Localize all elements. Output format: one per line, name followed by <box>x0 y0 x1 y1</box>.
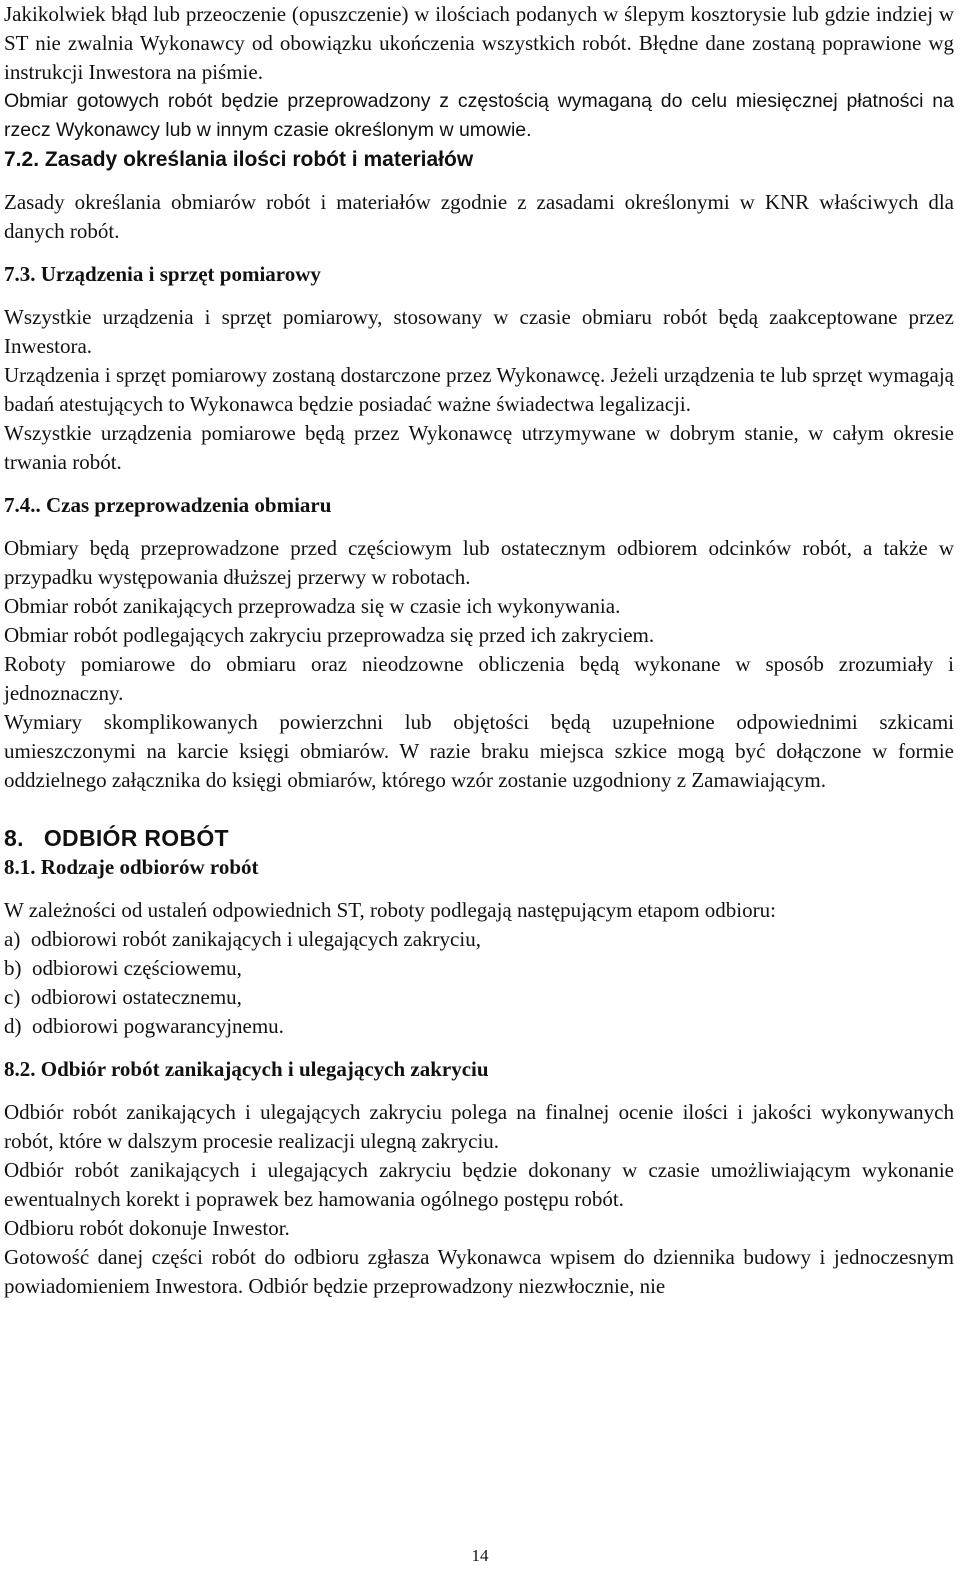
spacer <box>4 246 954 260</box>
spacer <box>4 1084 954 1098</box>
spacer <box>4 289 954 303</box>
list-item: c) odbiorowi ostatecznemu, <box>4 985 242 1009</box>
paragraph-7-4-a: Obmiary będą przeprowadzone przed częściowym lub ostatecznym odbiorem odcinków robót, a także w przypadku występowania dłuższej przerwy w robotach. <box>4 536 954 589</box>
paragraph-errors: Jakikolwiek błąd lub przeoczenie (opuszczenie) w ilościach podanych w ślepym kosztorysie lub gdzie indziej w ST nie zwalnia Wykonawcy od obowiązku ukończenia wszystkich robót. Błędne dane zostaną poprawione wg instrukcji Inwestora na piśmie. <box>4 2 954 84</box>
page-number: 14 <box>471 1546 489 1565</box>
paragraph-7-4-d: Roboty pomiarowe do obmiaru oraz nieodzowne obliczenia będą wykonane w sposób zrozumiały i jednoznaczny. <box>4 652 954 705</box>
paragraph-7-3-a: Wszystkie urządzenia i sprzęt pomiarowy, stosowany w czasie obmiaru robót będą zaakceptowane przez Inwestora. <box>4 305 954 358</box>
paragraph-7-4-b: Obmiar robót zanikających przeprowadza się w czasie ich wykonywania. <box>4 594 621 618</box>
paragraph-7-4-c: Obmiar robót podlegających zakryciu przeprowadza się przed ich zakryciem. <box>4 623 655 647</box>
spacer <box>4 174 954 188</box>
paragraph-8-2-d: Gotowość danej części robót do odbioru zgłasza Wykonawca wpisem do dziennika budowy i jednoczesnym powiadomieniem Inwestora. Odbiór będzie przeprowadzony niezwłocznie, nie <box>4 1245 954 1298</box>
spacer <box>4 1041 954 1055</box>
list-item: b) odbiorowi częściowemu, <box>4 956 242 980</box>
paragraph-8-2-a: Odbiór robót zanikających i ulegających zakryciu polega na finalnej ocenie ilości i jakości wykonywanych robót, które w dalszym procesie realizacji ulegną zakryciu. <box>4 1100 954 1153</box>
paragraph-7-3-b: Urządzenia i sprzęt pomiarowy zostaną dostarczone przez Wykonawcę. Jeżeli urządzenia te lub sprzęt wymagają badań atestujących to Wykonawca będzie posiadać ważne świadectwa legalizacji. <box>4 363 954 416</box>
list-item: d) odbiorowi pogwarancyjnemu. <box>4 1014 284 1038</box>
spacer <box>4 520 954 534</box>
heading-8: 8. ODBIÓR ROBÓT <box>4 825 229 851</box>
spacer <box>4 795 954 809</box>
heading-8-1: 8.1. Rodzaje odbiorów robót <box>4 855 259 879</box>
paragraph-measurement-frequency: Obmiar gotowych robót będzie przeprowadzony z częstością wymaganą do celu miesięcznej płatności na rzecz Wykonawcy lub w innym czasie określonym w umowie. <box>4 90 954 141</box>
spacer <box>4 882 954 896</box>
paragraph-8-2-b: Odbiór robót zanikających i ulegających zakryciu będzie dokonany w czasie umożliwiającym wykonanie ewentualnych korekt i poprawek bez hamowania ogólnego postępu robót. <box>4 1158 954 1211</box>
paragraph-8-2-c: Odbioru robót dokonuje Inwestor. <box>4 1216 290 1240</box>
spacer <box>4 809 954 823</box>
list-item: a) odbiorowi robót zanikających i ulegających zakryciu, <box>4 927 481 951</box>
spacer <box>4 477 954 491</box>
heading-7-3: 7.3. Urządzenia i sprzęt pomiarowy <box>4 262 321 286</box>
document-page <box>4 0 954 1301</box>
paragraph-7-4-e: Wymiary skomplikowanych powierzchni lub objętości będą uzupełnione odpowiednimi szkicami umieszczonymi na karcie księgi obmiarów. W razie braku miejsca szkice mogą być dołączone w formie oddzielnego załącznika do księgi obmiarów, którego wzór zostanie uzgodniony z Zamawiającym. <box>4 710 954 792</box>
heading-7-2: 7.2. Zasady określania ilości robót i materiałów <box>4 148 474 171</box>
heading-8-2: 8.2. Odbiór robót zanikających i ulegających zakryciu <box>4 1057 489 1081</box>
paragraph-7-3-c: Wszystkie urządzenia pomiarowe będą przez Wykonawcę utrzymywane w dobrym stanie, w całym okresie trwania robót. <box>4 421 954 474</box>
paragraph-8-1-intro: W zależności od ustaleń odpowiednich ST, roboty podlegają następującym etapom odbioru: <box>4 898 776 922</box>
heading-7-4: 7.4.. Czas przeprowadzenia obmiaru <box>4 493 332 517</box>
paragraph-7-2: Zasady określania obmiarów robót i materiałów zgodnie z zasadami określonymi w KNR właściwych dla danych robót. <box>4 190 954 243</box>
